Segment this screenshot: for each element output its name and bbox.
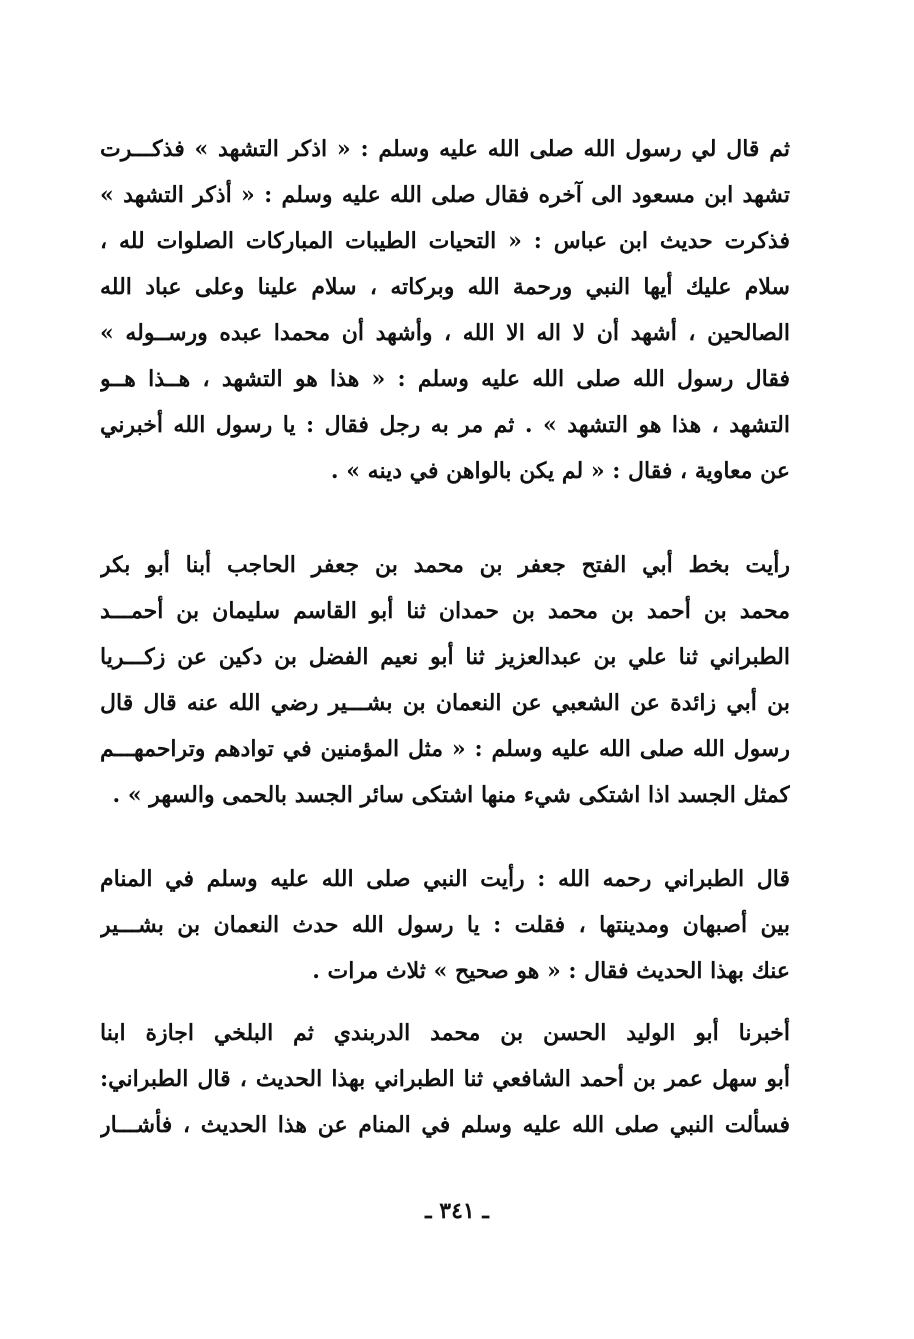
text-line: قال الطبراني رحمه الله : رأيت النبي صلى الله عليه وسلم في المنام <box>100 866 790 892</box>
text-line: سلام عليك أيها النبي ورحمة الله وبركاته ، سلام علينا وعلى عباد الله <box>100 274 790 300</box>
paragraph-darbandi-narration <box>100 1010 790 1148</box>
text-line: الطبراني ثنا علي بن عبدالعزيز ثنا أبو نعيم الفضل بن دكين عن زكـــريا <box>100 644 790 670</box>
text-line: فقال رسول الله صلى الله عليه وسلم : « هذا هو التشهد ، هــذا هــو <box>100 366 790 392</box>
text-line: أخبرنا أبو الوليد الحسن بن محمد الدربندي ثم البلخي اجازة ابنا <box>100 1020 790 1046</box>
paragraph-tashahhud <box>100 126 790 494</box>
paragraph-tabarani-dream <box>100 856 790 994</box>
text-line: الصالحين ، أشهد أن لا اله الا الله ، وأشهد أن محمدا عبده ورســوله » <box>100 320 790 346</box>
text-line: فسألت النبي صلى الله عليه وسلم في المنام عن هذا الحديث ، فأشـــار <box>100 1112 790 1138</box>
text-line: بين أصبهان ومدينتها ، فقلت : يا رسول الله حدث النعمان بن بشـــير <box>100 912 790 938</box>
text-line: تشهد ابن مسعود الى آخره فقال صلى الله عليه وسلم : « أذكر التشهد » <box>100 182 790 208</box>
page-number: ـ ٣٤١ ـ <box>425 1198 489 1224</box>
text-line: أبو سهل عمر بن أحمد الشافعي ثنا الطبراني بهذا الحديث ، قال الطبراني: <box>100 1066 790 1092</box>
text-line: كمثل الجسد اذا اشتكى شيء منها اشتكى سائر الجسد بالحمى والسهر » . <box>112 782 790 808</box>
text-line: عنك بهذا الحديث فقال : « هو صحيح » ثلاث مرات . <box>312 958 790 984</box>
text-line: محمد بن أحمد بن محمد بن حمدان ثنا أبو القاسم سليمان بن أحمـــد <box>100 598 790 624</box>
text-line: رسول الله صلى الله عليه وسلم : « مثل المؤمنين في توادهم وتراحمهـــم <box>100 736 790 762</box>
text-line: عن معاوية ، فقال : « لم يكن بالواهن في دينه » . <box>330 458 790 484</box>
text-line: بن أبي زائدة عن الشعبي عن النعمان بن بشـــير رضي الله عنه قال قال <box>100 690 790 716</box>
text-line: ثم قال لي رسول الله صلى الله عليه وسلم : « اذكر التشهد » فذكـــرت <box>100 136 790 162</box>
text-line: رأيت بخط أبي الفتح جعفر بن محمد بن جعفر الحاجب أبنا أبو بكر <box>100 552 790 578</box>
text-line: فذكرت حديث ابن عباس : « التحيات الطيبات المباركات الصلوات لله ، <box>100 228 790 254</box>
paragraph-hadith-believers <box>100 542 790 818</box>
text-line: التشهد ، هذا هو التشهد » . ثم مر به رجل فقال : يا رسول الله أخبرني <box>100 412 790 438</box>
